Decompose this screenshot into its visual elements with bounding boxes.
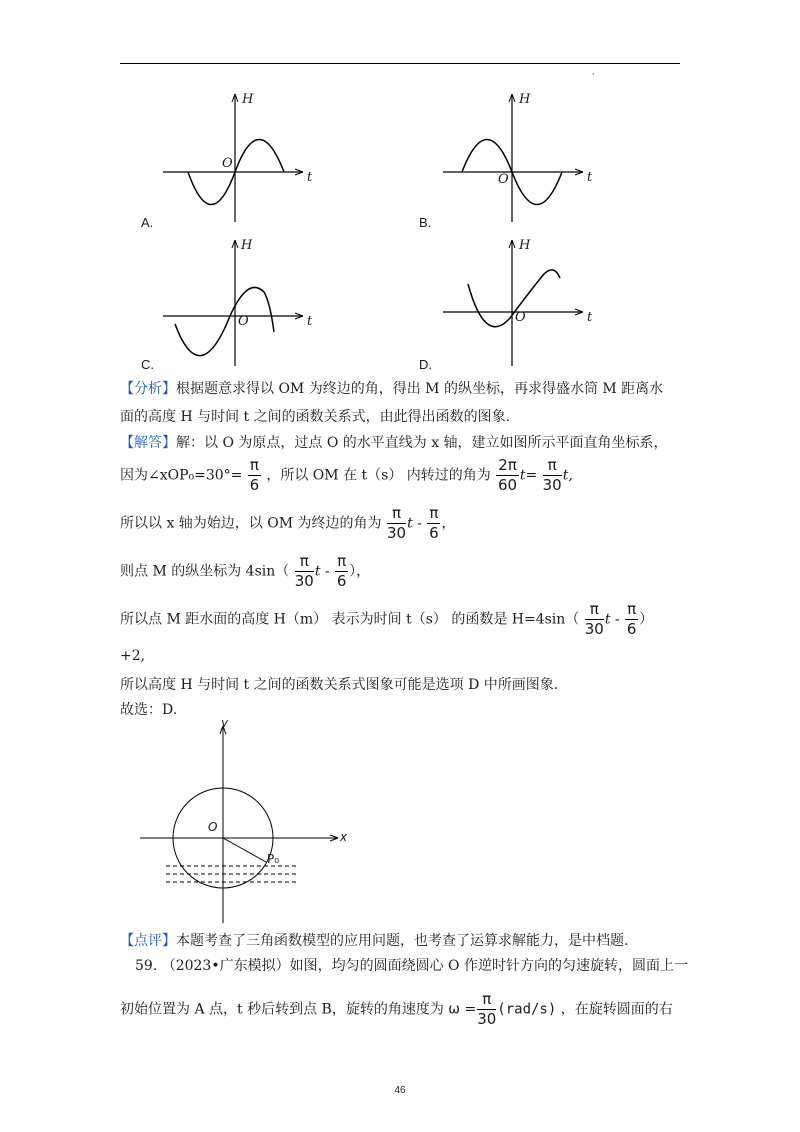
problem-59-line-2-b: ，在旋转圆面的右 <box>560 1001 673 1018</box>
solution-line-7: 所以高度 H 与时间 t 之间的函数关系式图象可能是选项 D 中所画图象. <box>120 677 559 693</box>
solution-line-2 <box>120 456 573 495</box>
graph-c-origin-label: O <box>238 314 249 329</box>
fraction-pi-over-30: $\frac{\pi}{30}$ <box>584 600 604 638</box>
graph-b-svg <box>440 92 600 227</box>
solution-line-5-a: 所以点 M 距水面的高度 H（m） 表示为时间 t（s） 的函数是 H=4sin（ <box>120 611 580 628</box>
graph-c-y-label: H <box>241 238 253 253</box>
circle-figure <box>130 718 360 923</box>
circle-y-label: y <box>221 716 229 730</box>
header-rule <box>120 63 680 64</box>
circle-point-label: P₀ <box>267 852 280 866</box>
solution-line-4 <box>120 552 370 591</box>
solution-line-5-c: ） <box>639 611 654 628</box>
option-d-label: D. <box>419 357 432 372</box>
header-dot: · <box>592 70 595 79</box>
solution-line-2-d: t, <box>562 467 573 484</box>
solution-line-1 <box>120 432 668 452</box>
graph-a-x-label: t <box>307 170 313 185</box>
comment-tag: 【点评】 <box>120 933 176 949</box>
solution-line-4-a: 则点 M 的纵坐标为 4sin（ <box>120 563 290 580</box>
graph-b-y-label: H <box>519 92 531 107</box>
fraction-pi-over-30: $\frac{\pi}{30}$ <box>294 552 314 590</box>
solution-line-8: 故选：D. <box>120 702 178 718</box>
circle-figure-svg <box>130 718 360 923</box>
graph-b-origin-label: O <box>498 172 509 187</box>
graph-c-svg <box>160 236 320 371</box>
solution-line-3-b: t - <box>407 515 422 532</box>
solution-line-5-b: t - <box>604 611 620 628</box>
option-a-label: A. <box>141 215 154 230</box>
page-number: 46 <box>394 1085 406 1096</box>
option-c-label: C. <box>141 357 154 372</box>
solution-line-6: +2, <box>120 648 146 664</box>
solution-line-2-c: t= <box>519 467 538 484</box>
circle-origin-label: O <box>208 820 218 834</box>
problem-59-line-1: 59. （2023•广东模拟）如图，均匀的圆面绕圆心 O 作逆时针方向的匀速旋转，圆面上一 <box>135 958 688 974</box>
solution-line-5 <box>120 600 653 639</box>
fraction-pi-over-6: $\frac{\pi}{6}$ <box>626 600 637 638</box>
omega-label: ω = <box>448 1001 477 1018</box>
circle-x-label: x <box>340 830 348 844</box>
solution-text-1: 解：以 O 为原点，过点 O 的水平直线为 x 轴，建立如图所示平面直角坐标系， <box>176 435 668 451</box>
graph-d-svg <box>440 236 600 371</box>
fraction-2pi-over-60: $\frac{2\pi}{60}$ <box>497 456 518 494</box>
solution-line-3-a: 所以以 x 轴为始边，以 OM 为终边的角为 <box>120 515 382 532</box>
fraction-pi-over-30: $\frac{\pi}{30}$ <box>386 504 407 542</box>
graph-d-x-label: t <box>587 310 593 325</box>
solution-tag: 【解答】 <box>120 435 176 451</box>
fraction-pi-over-30: $\frac{\pi}{30}$ <box>477 990 497 1028</box>
fraction-pi-over-6: $\frac{\pi}{6}$ <box>249 456 260 494</box>
comment-text: 本题考查了三角函数模型的应用问题，也考查了运算求解能力，是中档题. <box>176 933 629 949</box>
graph-a-origin-label: O <box>222 156 233 171</box>
option-b-label: B. <box>419 215 432 230</box>
fraction-pi-over-6: $\frac{\pi}{6}$ <box>429 504 439 542</box>
comment-line <box>120 930 628 950</box>
graph-d <box>440 236 600 371</box>
graph-c-x-label: t <box>307 314 313 329</box>
graph-c <box>160 236 320 371</box>
graph-d-origin-label: O <box>515 310 526 325</box>
problem-59-line-2 <box>120 990 673 1029</box>
graph-b <box>440 92 600 227</box>
solution-line-3-c: ， <box>441 515 456 532</box>
omega-unit: (rad/s) <box>497 1001 557 1018</box>
analysis-text-1: 根据题意求得以 OM 为终边的角，得出 M 的纵坐标，再求得盛水筒 M 距离水 <box>176 381 664 397</box>
problem-59-line-2-a: 初始位置为 A 点，t 秒后转到点 B，旋转的角速度为 <box>120 1001 444 1018</box>
graph-a <box>160 92 320 227</box>
graph-d-y-label: H <box>519 238 531 253</box>
solution-line-2-b: ，所以 OM 在 t（s） 内转过的角为 <box>266 467 491 484</box>
graph-a-y-label: H <box>242 92 254 107</box>
fraction-pi-over-6: $\frac{\pi}{6}$ <box>336 552 347 590</box>
graph-a-svg <box>160 92 320 227</box>
analysis-line-1 <box>120 378 663 398</box>
solution-line-4-b: t - <box>314 563 330 580</box>
analysis-line-2: 面的高度 H 与时间 t 之间的函数关系式，由此得出函数的图象. <box>120 409 511 425</box>
analysis-tag: 【分析】 <box>120 381 176 397</box>
solution-line-4-c: ）， <box>349 563 371 580</box>
solution-line-2-a: 因为∠xOP₀=30°= <box>120 467 243 484</box>
solution-line-3 <box>120 504 455 543</box>
fraction-pi-over-30: $\frac{\pi}{30}$ <box>542 456 562 494</box>
graph-b-x-label: t <box>587 170 593 185</box>
